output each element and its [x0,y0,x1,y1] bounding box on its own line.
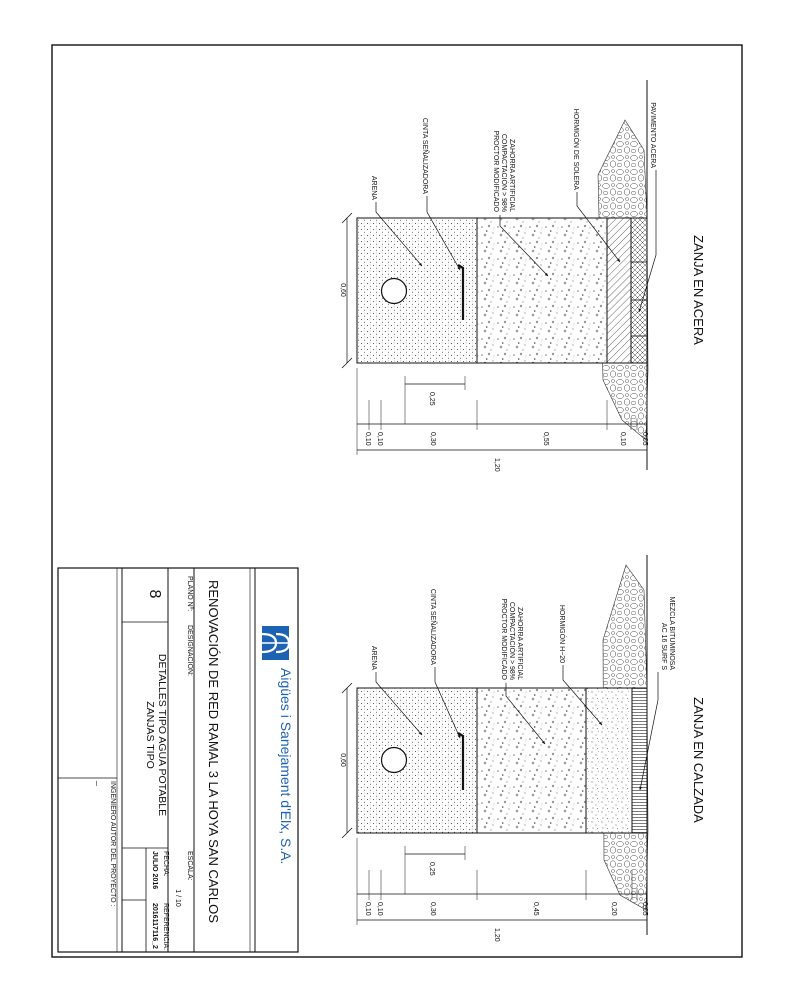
layer-arena [357,218,477,363]
title-block [58,568,298,952]
label-cinta: CINTA SEÑALIZADORA [429,588,436,665]
dim-0-05: 0,05 [641,432,648,446]
width-dim-label: 0,60 [339,753,346,767]
fecha-value: JULIO 2016 [151,851,158,890]
pipe-icon [382,279,407,304]
label-zahorra-1: ZAHORRA ARTIFICIAL [508,139,515,212]
trench-acera-title: ZANJA EN ACERA [691,235,706,345]
company-logo [262,626,289,660]
label-zahorra-2: COMPACTACIÓN > 98% [500,133,507,212]
label-arena: ARENA [370,645,377,670]
referencia-label: REFERENCIA: [162,903,169,951]
dim-0-30: 0,30 [429,432,436,446]
dim-1-20: 1,20 [493,458,500,472]
layer-arena [357,688,477,833]
referencia-value: 2016117116_2 [151,903,158,949]
ingeniero-value: _ [96,781,106,786]
trench-calzada-title: ZANJA EN CALZADA [691,697,706,823]
project-title: RENOVACIÓN DE RED RAMAL 3 LA HOYA SAN CARLOS [206,580,221,923]
dim-0-20: 0,20 [610,902,617,916]
plano-label: PLANO Nº: [186,576,193,612]
dim-0-10a: 0,10 [376,902,383,916]
label-cinta: CINTA SEÑALIZADORA [421,117,428,194]
ingeniero-label: INGENIERO AUTOR DEL PROYECTO : [109,781,116,907]
dim-0-10a: 0,10 [619,432,626,446]
layer-hormigon-h20 [586,688,632,833]
escala-value: 1 / 10 [174,889,181,907]
dim-0-10b: 0,10 [376,432,383,446]
dim-0-55: 0,55 [542,432,549,446]
label-zahorra-1: ZAHORRA ARTIFICIAL [516,607,523,680]
dim-0-30: 0,30 [429,902,436,916]
dim-1-20: 1,20 [493,928,500,942]
layer-mezcla-bituminosa [632,688,647,833]
dim-0-45: 0,45 [532,902,539,916]
layer-pavimento [631,218,647,363]
label-mezcla-1: MEZCLA BITUMINOSA [668,596,675,670]
designacion-line1: DETALLES TIPO AGUA POTABLE [156,653,168,817]
layer-zahorra [477,218,607,363]
dim-0-10b: 0,10 [364,902,371,916]
label-arena: ARENA [370,175,377,200]
pipe-icon [382,748,407,773]
layer-hormigon-solera [607,218,631,363]
dim-0-25: 0,25 [428,862,435,876]
label-zahorra-2: COMPACTACIÓN > 98% [508,601,515,680]
designacion-label: DESIGNACIÓN: [186,625,193,676]
label-hormigon-solera: HORMIGÓN DE SOLERA [572,108,579,190]
dim-0-05: 0,05 [641,902,648,916]
label-mezcla-2: AC 16 SURF S [660,622,667,670]
fecha-label: FECHA: [162,851,169,877]
label-pavimento: PAVIMENTO ACERA [649,102,656,168]
dim-0-25: 0,25 [428,392,435,406]
designacion-line2: ZANJAS TIPO [144,701,156,769]
dim-0-10c: 0,10 [364,432,371,446]
label-zahorra-3: PROCTOR MODIFICADO [492,130,499,212]
label-hormigon-h20: HORMIGÓN H−20 [558,604,565,663]
plano-value: 8 [146,589,163,599]
layer-zahorra [477,688,586,833]
width-dim-label: 0,60 [339,283,346,297]
escala-label: ESCALA: [186,851,193,881]
company-name: Aigües i Sanejament d'Elx, S.A. [278,668,294,865]
label-zahorra-3: PROCTOR MODIFICADO [500,598,507,680]
